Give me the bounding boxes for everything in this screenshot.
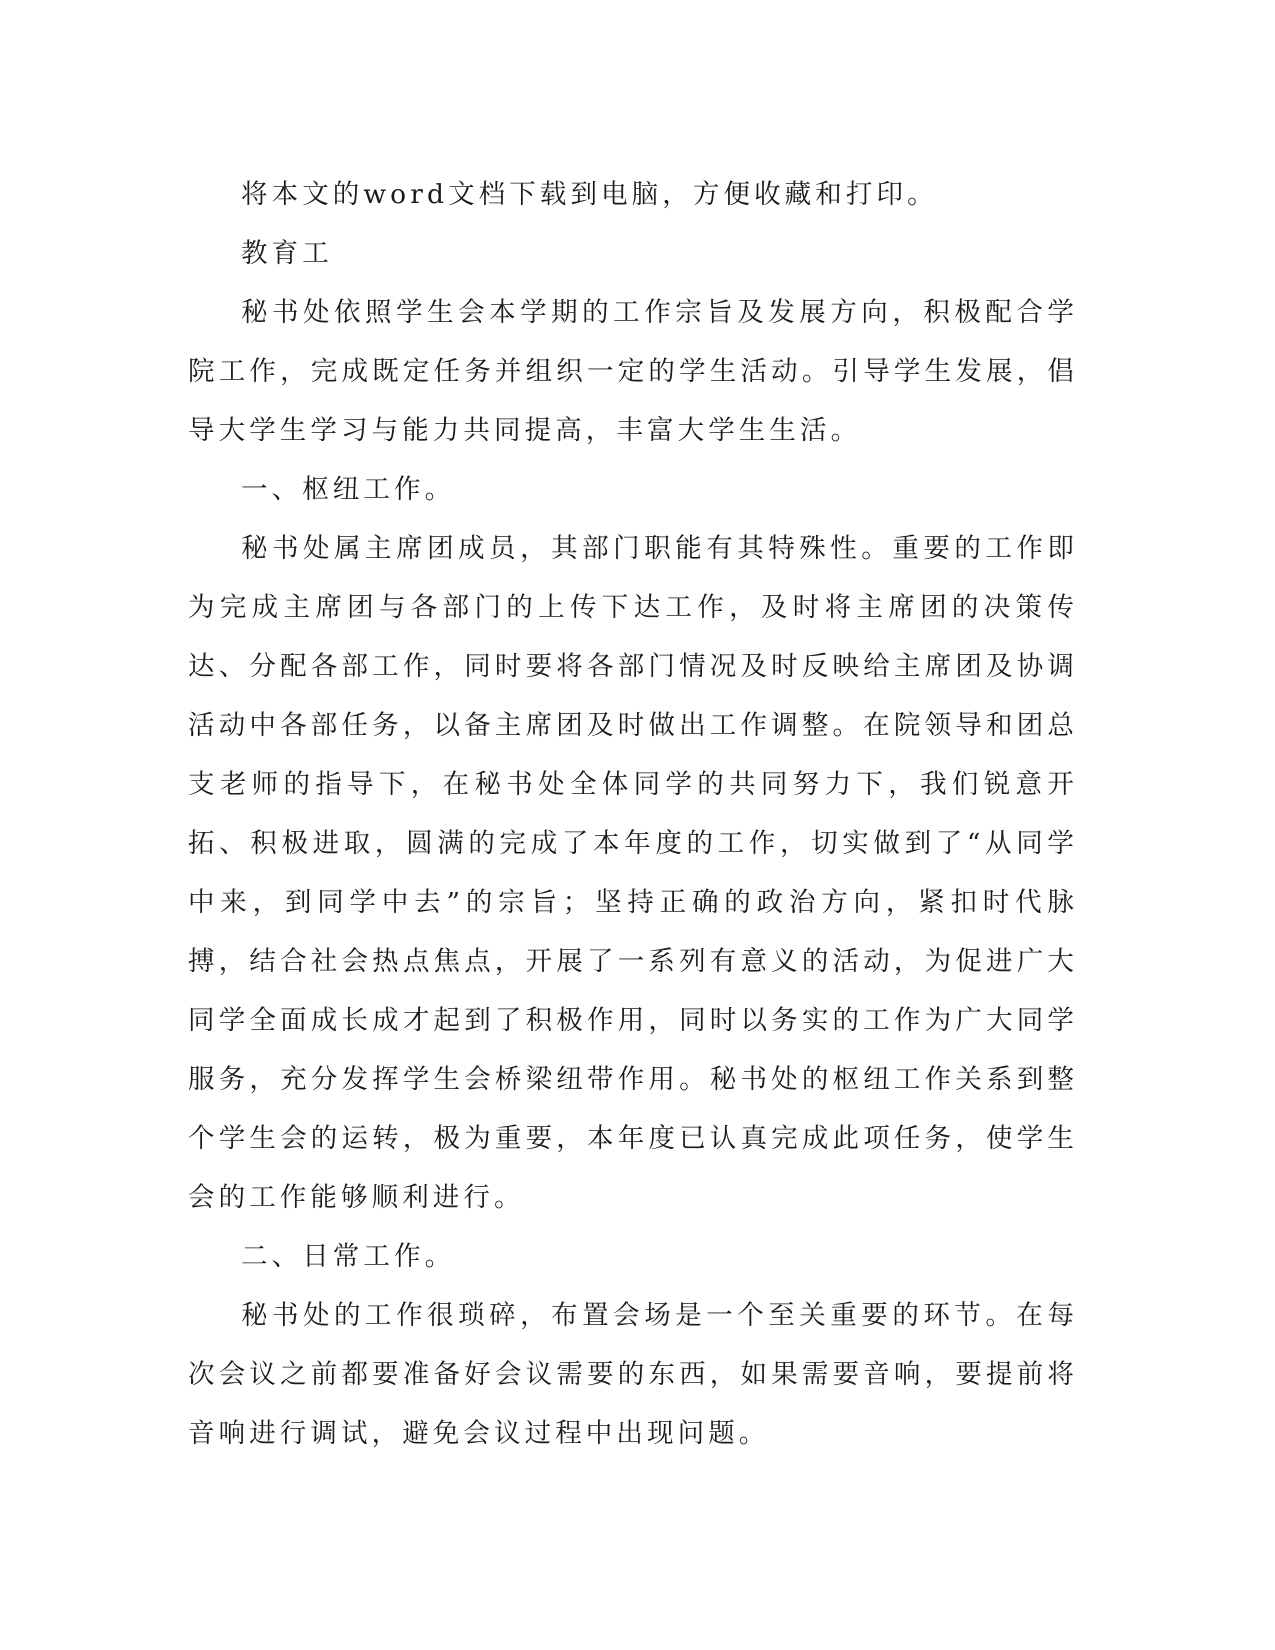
- section-heading-hub-work: 一、枢纽工作。: [241, 474, 456, 505]
- download-note: 将本文的word文档下载到电脑，方便收藏和打印。: [241, 179, 938, 210]
- hub-work-paragraph: 秘书处属主席团成员，其部门职能有其特殊性。重要的工作即为完成主席团与各部门的上传下达工作，及时将主席团的决策传达、分配各部工作，同时要将各部门情况及时反映给主席团及协调活动中各部任务，以备主席团及时做出工作调整。在院领导和团总支老师的指导下，在秘书处全体同学的共同努力下，我们锐意开拓、积极进取，圆满的完成了本年度的工作，切实做到了“从同学中来，到同学中去”的宗旨；坚持正确的政治方向，紧扣时代脉搏，结合社会热点焦点，开展了一系列有意义的活动，为促进广大同学全面成长成才起到了积极作用，同时以务实的工作为广大同学服务，充分发挥学生会桥梁纽带作用。秘书处的枢纽工作关系到整个学生会的运转，极为重要，本年度已认真完成此项任务，使学生会的工作能够顺利进行。: [188, 533, 1078, 1213]
- section-heading-daily-work: 二、日常工作。: [241, 1241, 456, 1272]
- intro-paragraph: 秘书处依照学生会本学期的工作宗旨及发展方向，积极配合学院工作，完成既定任务并组织一定的学生活动。引导学生发展，倡导大学生学习与能力共同提高，丰富大学生生活。: [188, 297, 1078, 446]
- document-body: [188, 165, 1078, 1463]
- daily-work-paragraph: 秘书处的工作很琐碎，布置会场是一个至关重要的环节。在每次会议之前都要准备好会议需要的东西，如果需要音响，要提前将音响进行调试，避免会议过程中出现问题。: [188, 1300, 1078, 1449]
- title-fragment: 教育工: [241, 238, 333, 269]
